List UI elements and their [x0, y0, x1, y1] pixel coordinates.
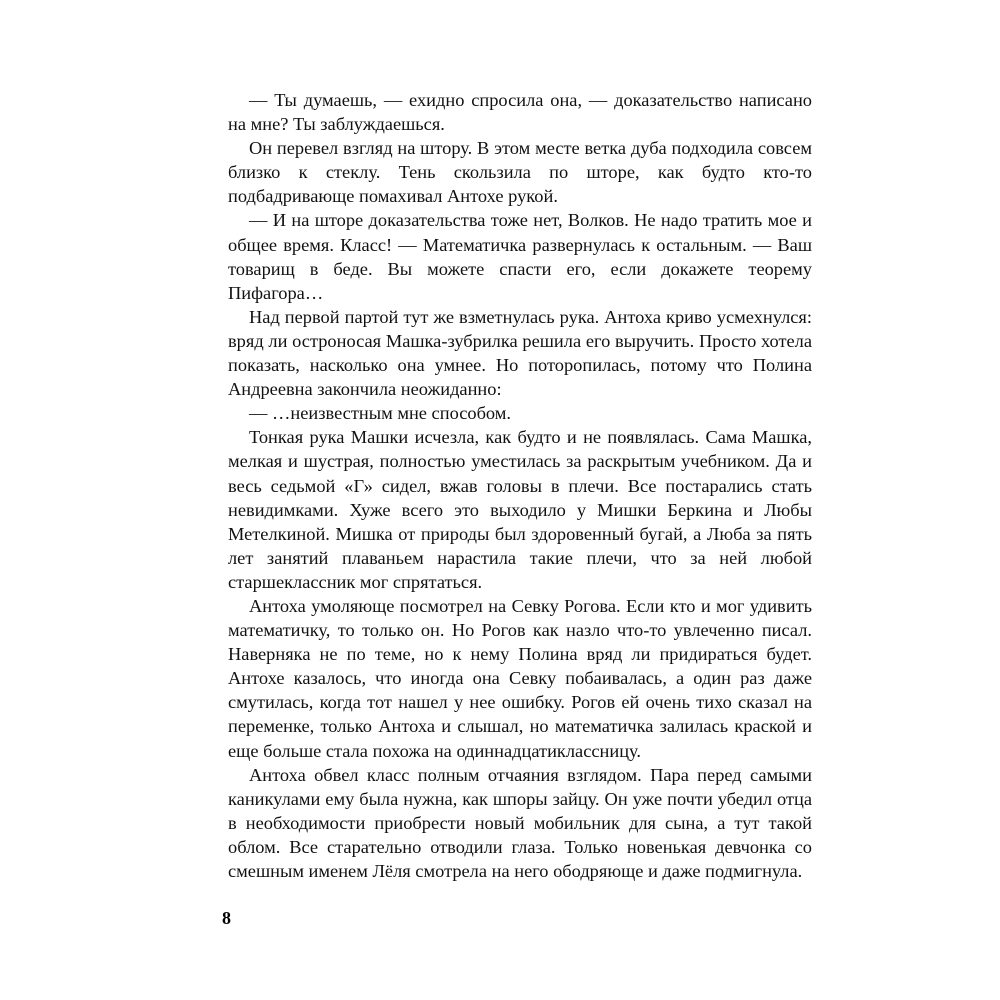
page-number: 8 — [222, 908, 231, 928]
paragraph: — Ты думаешь, — ехидно спросила она, — доказательство написано на мне? Ты заблуждаешься. — [228, 90, 812, 135]
paragraph: — И на шторе доказательства тоже нет, Волков. Не надо тратить мое и общее время. Класс! — Математичка развернулась к остальным. — Ваш товарищ в беде. Вы можете спасти его, если докажете теорему Пифагора… — [228, 210, 812, 303]
paragraph: Над первой партой тут же взметнулась рука. Антоха криво усмехнулся: вряд ли остроносая Машка-зубрилка решила его выручить. Просто хотела показать, насколько она умнее. Но поторопилась, потому что Полина Андреевна закончила неожиданно: — [228, 306, 812, 400]
paragraph: — …неизвестным мне способом. — [249, 403, 512, 424]
page-body-text — [228, 88, 812, 883]
paragraph: Тонкая рука Машки исчезла, как будто и не появлялась. Сама Машка, мелкая и шустрая, полностью уместилась за раскрытым учебником. Да и весь седьмой «Г» сидел, вжав головы в плечи. Все постарались стать невидимками. Хуже всего это выходило у Мишки Беркина и Любы Метелкиной. Мишка от природы был здоровенный бугай, а Люба за пять лет занятий плаваньем нарастила такие плечи, что за ней любой старшеклассник мог спрятаться. — [228, 427, 812, 592]
paragraph: Антоха обвел класс полным отчаяния взглядом. Пара перед самыми каникулами ему была нужна, как шпоры зайцу. Он уже почти убедил отца в необходимости приобрести новый мобильник для сына, а тут такой облом. Все старательно отводили глаза. Только новенькая девчонка со смешным именем Лёля смотрела на него ободряюще и даже подмигнула. — [228, 764, 812, 881]
paragraph: Он перевел взгляд на штору. В этом месте ветка дуба подходила совсем близко к стеклу. Тень скользила по шторе, как будто кто-то подбадривающе помахивал Антохе рукой. — [228, 138, 812, 207]
paragraph: Антоха умоляюще посмотрел на Севку Рогова. Если кто и мог удивить математичку, то только он. Но Рогов как назло что-то увлеченно писал. Наверняка не по теме, но к нему Полина вряд ли придираться будет. Антохе казалось, что иногда она Севку побаивалась, а один раз даже смутилась, когда тот нашел у нее ошибку. Рогов ей очень тихо сказал на переменке, только Антоха и слышал, но математичка залилась краской и еще больше стала похожа на одиннадцатиклассницу. — [228, 595, 812, 761]
